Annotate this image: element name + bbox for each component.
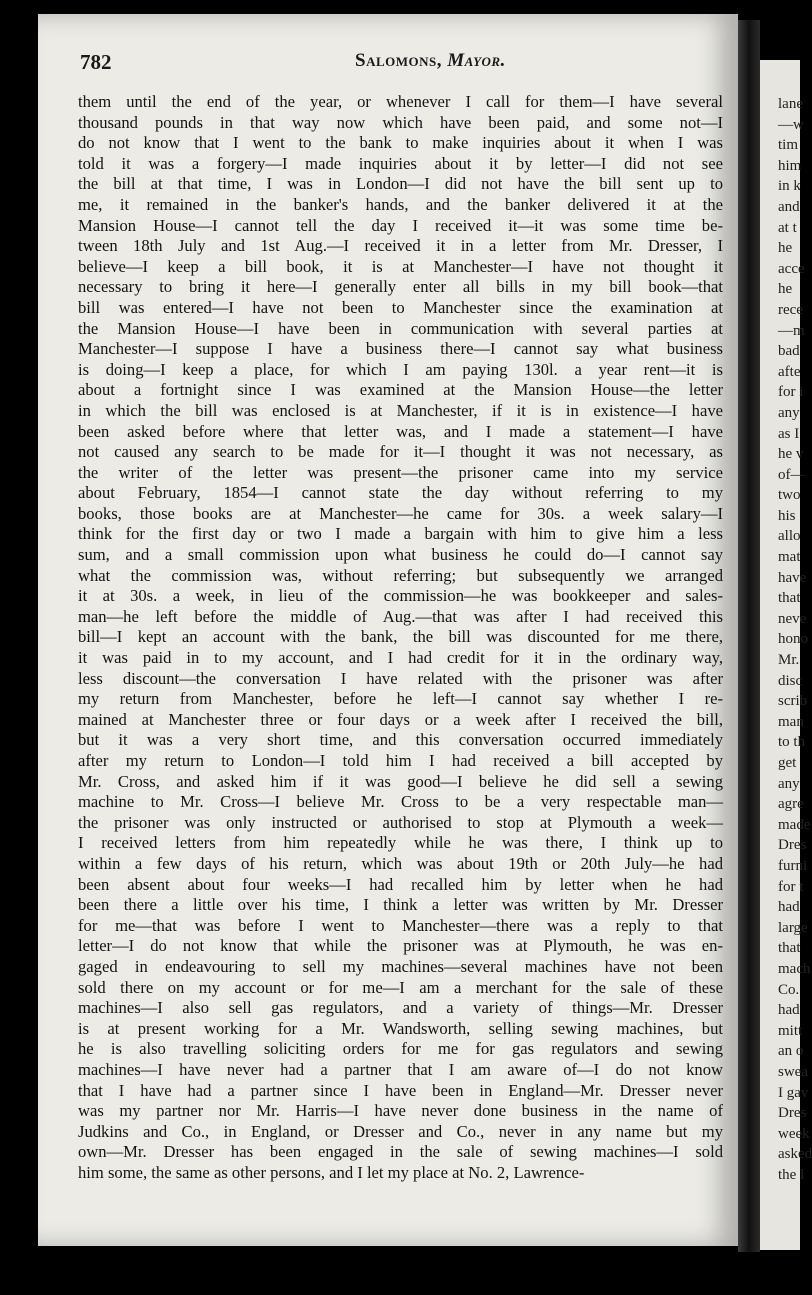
text-line: told it was a forgery—I made inquiries about it by letter—I did not see: [78, 153, 723, 173]
facing-page-line: any: [778, 404, 800, 421]
text-line: what the commission was, without referring; but subsequently we arranged: [78, 565, 723, 585]
facing-page-line: that: [778, 940, 801, 957]
facing-page-line: he: [778, 240, 793, 257]
facing-page-line: Dres: [778, 1105, 807, 1122]
facing-page-line: asked: [778, 1146, 812, 1163]
text-line: books, those books are at Manchester—he came for 30s. a week salary—I: [78, 503, 723, 523]
facing-page-line: hono: [778, 631, 808, 648]
text-line: Judkins and Co., in England, or Dresser and Co., never in any name but my: [78, 1121, 723, 1141]
text-line: me, it remained in the banker's hands, and the banker delivered it at the: [78, 194, 723, 214]
text-line: them until the end of the year, or whenever I call for them—I have several: [78, 92, 723, 111]
text-line: less discount—the conversation I have related with the prisoner was after: [78, 668, 723, 688]
text-line: tween 18th July and 1st Aug.—I received it in a letter from Mr. Dresser, I: [78, 236, 723, 256]
text-line: is at present working for a Mr. Wandsworth, selling sewing machines, but: [78, 1018, 723, 1038]
facing-page-line: afte: [778, 363, 801, 380]
running-head-name: Salomons,: [355, 50, 442, 71]
facing-page-line: disc: [778, 672, 803, 689]
text-line: believe—I keep a bill book, it is at Manchester—I have not thought it: [78, 256, 723, 276]
text-line: own—Mr. Dresser has been engaged in the sale of sewing machines—I sold: [78, 1142, 723, 1162]
facing-page-line: have: [778, 569, 807, 586]
facing-page-line: of—: [778, 466, 806, 483]
text-line: mained at Manchester three or four days or a week after I received the bill,: [78, 709, 723, 729]
text-line: is doing—I keep a place, for which I am paying 130l. a year rent—it is: [78, 359, 723, 379]
text-line: about a fortnight since I was examined at the Mansion House—the letter: [78, 380, 723, 400]
text-line: it was paid in to my account, and I had credit for it in the ordinary way,: [78, 648, 723, 668]
text-line: gaged in endeavouring to sell my machines—several machines have not been: [78, 956, 723, 976]
text-line: the writer of the letter was present—the prisoner came into my service: [78, 462, 723, 482]
text-line: but it was a very short time, and this conversation occurred immediately: [78, 730, 723, 750]
facing-page-line: at t: [778, 219, 797, 236]
text-line: machines—I have never had a partner that I am aware of—I do not know: [78, 1059, 723, 1079]
text-line: was my partner nor Mr. Harris—I have never done business in the name of: [78, 1101, 723, 1121]
facing-page-line: tim: [778, 137, 799, 154]
text-line: bill—I kept an account with the bank, the bill was discounted for me there,: [78, 627, 723, 647]
text-line: the bill at that time, I was in London—I did not have the bill sent up to: [78, 174, 723, 194]
text-line: for me—that was before I went to Manchester—there was a reply to that: [78, 915, 723, 935]
facing-page-line: Mr.: [778, 652, 800, 669]
facing-page-line: he v: [778, 446, 804, 463]
text-line: I received letters from him repeatedly while he was there, I think up to: [78, 833, 723, 853]
text-line: the prisoner was only instructed or authorised to stop at Plymouth a week—: [78, 812, 723, 832]
running-head-role: Mayor.: [447, 50, 506, 71]
text-line: it at 30s. a week, in lieu of the commission—he was bookkeeper and sales-: [78, 586, 723, 606]
facing-page-line: acce: [778, 260, 805, 277]
facing-page-line: made: [778, 816, 811, 833]
facing-page-line: agre: [778, 796, 804, 813]
facing-page-line: Dres: [778, 837, 807, 854]
facing-page-line: week: [778, 1125, 810, 1142]
facing-page-line: —w: [778, 116, 804, 133]
facing-page-line: for i: [778, 384, 804, 401]
facing-page-line: large: [778, 919, 808, 936]
facing-page-line: allo: [778, 528, 801, 545]
facing-page-line: to th: [778, 734, 806, 751]
text-line: in which the bill was enclosed is at Manchester, if it is in existence—I have: [78, 400, 723, 420]
page-header: [80, 50, 700, 82]
page-number: 782: [80, 50, 112, 74]
text-line: within a few days of his return, which was about 19th or 20th July—he had: [78, 853, 723, 873]
facing-page-line: —m: [778, 322, 805, 339]
facing-page-line: Co.: [778, 981, 800, 998]
facing-page-line: him: [778, 157, 802, 174]
facing-page-line: he: [778, 281, 793, 298]
facing-page-line: that: [778, 590, 801, 607]
text-line: letter—I do not know that while the prisoner was at Plymouth, he was en-: [78, 936, 723, 956]
facing-page-line: I gav: [778, 1084, 809, 1101]
text-line: the Mansion House—I have been in communication with several parties at: [78, 318, 723, 338]
text-line: been asked before where that letter was, and I made a statement—I have: [78, 421, 723, 441]
text-line: machine to Mr. Cross—I believe Mr. Cross to be a very respectable man—: [78, 792, 723, 812]
facing-page-line: any: [778, 775, 800, 792]
book-gutter: [738, 20, 760, 1252]
facing-page-line: an o: [778, 1043, 804, 1060]
text-line: been absent about four weeks—I had recalled him by letter when he had: [78, 874, 723, 894]
facing-page-line: the l: [778, 1166, 805, 1183]
facing-page: [760, 60, 812, 1250]
text-line: Mr. Cross, and asked him if it was good—I believe he did sell a sewing: [78, 771, 723, 791]
text-line: sum, and a small commission upon what business he could do—I cannot say: [78, 545, 723, 565]
facing-page-line: furni: [778, 857, 808, 874]
facing-page-line: for t: [778, 878, 804, 895]
body-text: [78, 92, 723, 1183]
facing-page-line: had: [778, 1002, 800, 1019]
facing-page-line: man: [778, 713, 804, 730]
text-line: machines—I also sell gas regulators, and a variety of things—Mr. Dresser: [78, 998, 723, 1018]
facing-page-line: and: [778, 198, 800, 215]
text-line: my return from Manchester, before he left—I cannot say whether I re-: [78, 689, 723, 709]
text-line: Mansion House—I cannot tell the day I received it—it was some time be-: [78, 215, 723, 235]
facing-page-line: rece: [778, 301, 803, 318]
running-head: [355, 50, 506, 72]
facing-page-line: scrib: [778, 693, 808, 710]
facing-page-line: lane: [778, 96, 803, 112]
facing-page-line: had: [778, 899, 800, 916]
facing-page-line: mach: [778, 960, 811, 977]
facing-page-line: mitt: [778, 1022, 803, 1039]
text-line: think for the first day or two I made a bargain with him to give him a less: [78, 524, 723, 544]
text-line: not caused any search to be made for it—I thought it was not necessary, as: [78, 442, 723, 462]
text-line: Manchester—I suppose I have a business there—I cannot say what business: [78, 339, 723, 359]
text-line: do not know that I went to the bank to make inquiries about it when I was: [78, 133, 723, 153]
facing-page-line: mat: [778, 549, 801, 566]
text-line: sold there on my account or for me—I am a merchant for the sale of these: [78, 977, 723, 997]
text-line: that I have had a partner since I have been in England—Mr. Dresser never: [78, 1080, 723, 1100]
scan-border: [0, 1262, 800, 1295]
facing-page-line: his: [778, 507, 796, 524]
text-line: thousand pounds in that way now which have been paid, and some not—I: [78, 112, 723, 132]
text-line: been there a little over his time, I think a letter was written by Mr. Dresser: [78, 895, 723, 915]
facing-page-line: as I: [778, 425, 800, 442]
text-line: bill was entered—I have not been to Manchester since the examination at: [78, 297, 723, 317]
text-line: after my return to London—I told him I had received a bill accepted by: [78, 751, 723, 770]
facing-page-line: swea: [778, 1063, 808, 1080]
facing-page-text: [760, 94, 812, 1185]
text-line: he is also travelling soliciting orders for me for gas regulators and sewing: [78, 1039, 723, 1059]
facing-page-line: neve: [778, 610, 807, 627]
text-line: about February, 1854—I cannot state the day without referring to my: [78, 483, 723, 503]
facing-page-line: two: [778, 487, 801, 504]
facing-page-line: in k: [778, 178, 801, 195]
facing-page-line: bad: [778, 343, 800, 360]
facing-page-line: get: [778, 755, 797, 771]
text-line: man—he left before the middle of Aug.—that was after I had received this: [78, 606, 723, 626]
text-line: him some, the same as other persons, and I let my place at No. 2, Lawrence-: [78, 1162, 585, 1182]
text-line: necessary to bring it here—I generally enter all bills in my bill book—that: [78, 277, 723, 297]
